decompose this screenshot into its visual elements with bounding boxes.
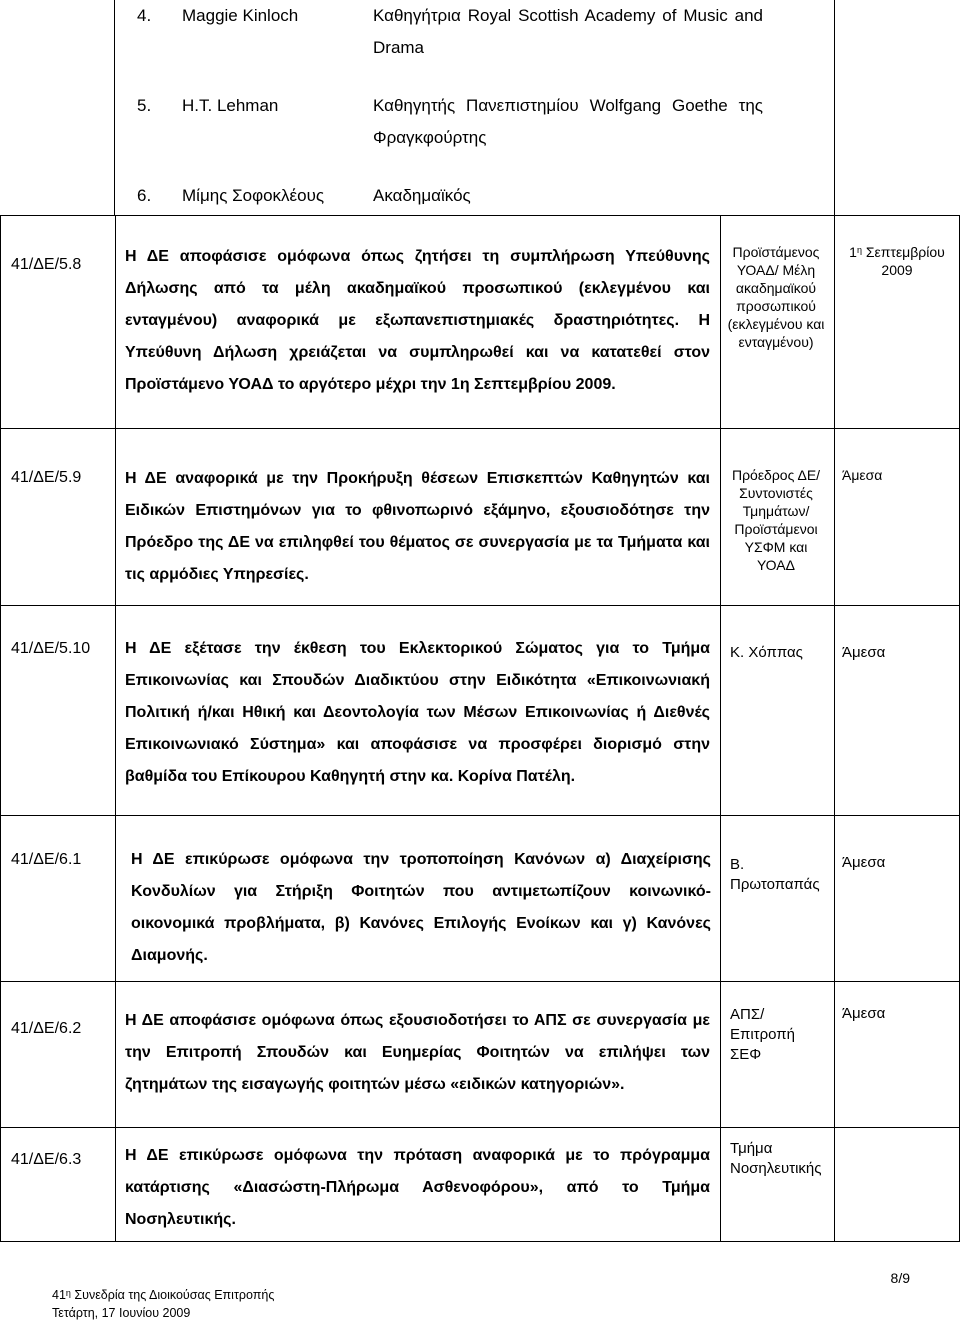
decision-text: Η ΔΕ εξέτασε την έκθεση του Εκλεκτορικού Σώματος για το Τμήμα Επικοινωνίας και Σπουδών Διαδικτύου στην Ειδικότητα «Επικοινωνιακή Πολιτική ή/και Ηθική και Δεοντολογία των Μέσων Επικοινωνίας ή Διεθνές Επικοινωνιακό Σύστημα» και αποφάσισε να προσφέρει διορισμό στην βαθμίδα του Επίκουρου Καθηγητή στην κα. Κορίνα Πατέλη. — [125, 640, 710, 785]
member-name: H.T. Lehman — [182, 96, 279, 115]
deadline: $1^\eta$ Σεπτεμβρίου 2009 — [849, 244, 945, 278]
member-number: 4. — [137, 6, 152, 25]
table-row — [1, 1127, 959, 1241]
responsible-party: Προϊστάμενος ΥΟΑΔ/ Μέλη ακαδημαϊκού προσωπικού (εκλεγμένου και ενταγμένου) — [727, 244, 825, 350]
decision-code: 41/ΔΕ/5.9 — [11, 469, 82, 486]
member-list — [114, 0, 835, 215]
decision-code: 41/ΔΕ/6.3 — [11, 1151, 82, 1168]
member-number: 5. — [137, 96, 152, 115]
footer-session: $41^\eta$ Συνεδρία της Διοικούσας Επιτροπής — [52, 1288, 275, 1302]
member-name: Maggie Kinloch — [182, 6, 299, 25]
member-role: Καθηγήτρια Royal Scottish Academy of Music and Drama — [373, 6, 763, 57]
decision-text: Η ΔΕ επικύρωσε ομόφωνα την πρόταση αναφορικά με το πρόγραμμα κατάρτισης «Διασώστη-Πλήρωμα Ασθενοφόρου», από το Τμήμα Νοσηλευτικής. — [125, 1147, 710, 1228]
decision-code: 41/ΔΕ/5.8 — [11, 256, 82, 273]
table-row — [1, 428, 959, 605]
decision-text: Η ΔΕ επικύρωσε ομόφωνα την τροποποίηση Κανόνων α) Διαχείρισης Κονδυλίων για Στήριξη Φοιτητών που αντιμετωπίζουν κοινωνικό-οικονομικά προβλήματα, β) Κανόνες Επιλογής Ενοίκων και γ) Κανόνες Διαμονής. — [131, 851, 711, 964]
member-name: Μίμης Σοφοκλέους — [182, 186, 325, 205]
decisions-table — [0, 215, 960, 1242]
decision-text: Η ΔΕ αναφορικά με την Προκήρυξη θέσεων Επισκεπτών Καθηγητών και Ειδικών Επιστημόνων για το φθινοπωρινό εξάμηνο, εξουσιοδότησε την Πρόεδρο της ΔΕ να επιληφθεί του θέματος σε συνεργασία με τα Τμήματα και τις αρμόδιες Υπηρεσίες. — [125, 470, 710, 583]
table-row — [1, 981, 959, 1127]
deadline: Άμεσα — [842, 467, 883, 483]
table-row — [1, 605, 959, 815]
decision-text: Η ΔΕ αποφάσισε ομόφωνα όπως ζητήσει τη συμπλήρωση Υπεύθυνης Δήλωσης από τα μέλη ακαδημαϊκού προσωπικού (εκλεγμένου και ενταγμένου) αναφορικά με εξωπανεπιστημιακές δραστηριότητες. Η Υπεύθυνη Δήλωση χρειάζεται να συμπληρωθεί και να κατατεθεί στον Προϊστάμενο ΥΟΑΔ το αργότερο μέχρι την 1η Σεπτεμβρίου 2009. — [125, 248, 710, 393]
responsible-party: Τμήμα Νοσηλευτικής — [730, 1140, 822, 1177]
decision-text: Η ΔΕ αποφάσισε ομόφωνα όπως εξουσιοδοτήσει το ΑΠΣ σε συνεργασία με την Επιτροπή Σπουδών και Ευημερίας Φοιτητών να επιλήψει των ζητημάτων της εισαγωγής φοιτητών μέσω «ειδικών κατηγοριών». — [125, 1012, 710, 1093]
deadline: Άμεσα — [842, 1005, 886, 1022]
member-number: 6. — [137, 186, 152, 205]
responsible-party: ΑΠΣ/ Επιτροπή ΣΕΦ — [730, 1006, 795, 1063]
member-role: Καθηγητής Πανεπιστημίου Wolfgang Goethe της Φραγκφούρτης — [373, 96, 763, 147]
decision-code: 41/ΔΕ/6.2 — [11, 1020, 82, 1037]
decision-code: 41/ΔΕ/5.10 — [11, 640, 91, 657]
responsible-party: Πρόεδρος ΔΕ/ Συντονιστές Τμημάτων/ Προϊστάμενοι ΥΣΦΜ και ΥΟΑΔ — [731, 467, 821, 573]
member-role: Ακαδημαϊκός — [373, 186, 471, 205]
decision-code: 41/ΔΕ/6.1 — [11, 851, 82, 868]
footer-date: Τετάρτη, 17 Ιουνίου 2009 — [52, 1306, 191, 1320]
table-row — [1, 815, 959, 981]
page-footer — [52, 1286, 274, 1322]
responsible-party: Κ. Χόππας — [730, 644, 803, 661]
responsible-party: Β. Πρωτοπαπάς — [730, 856, 820, 893]
page-number: 8/9 — [890, 1270, 910, 1286]
table-row — [1, 216, 959, 428]
deadline: Άμεσα — [842, 854, 886, 871]
deadline: Άμεσα — [842, 644, 886, 661]
